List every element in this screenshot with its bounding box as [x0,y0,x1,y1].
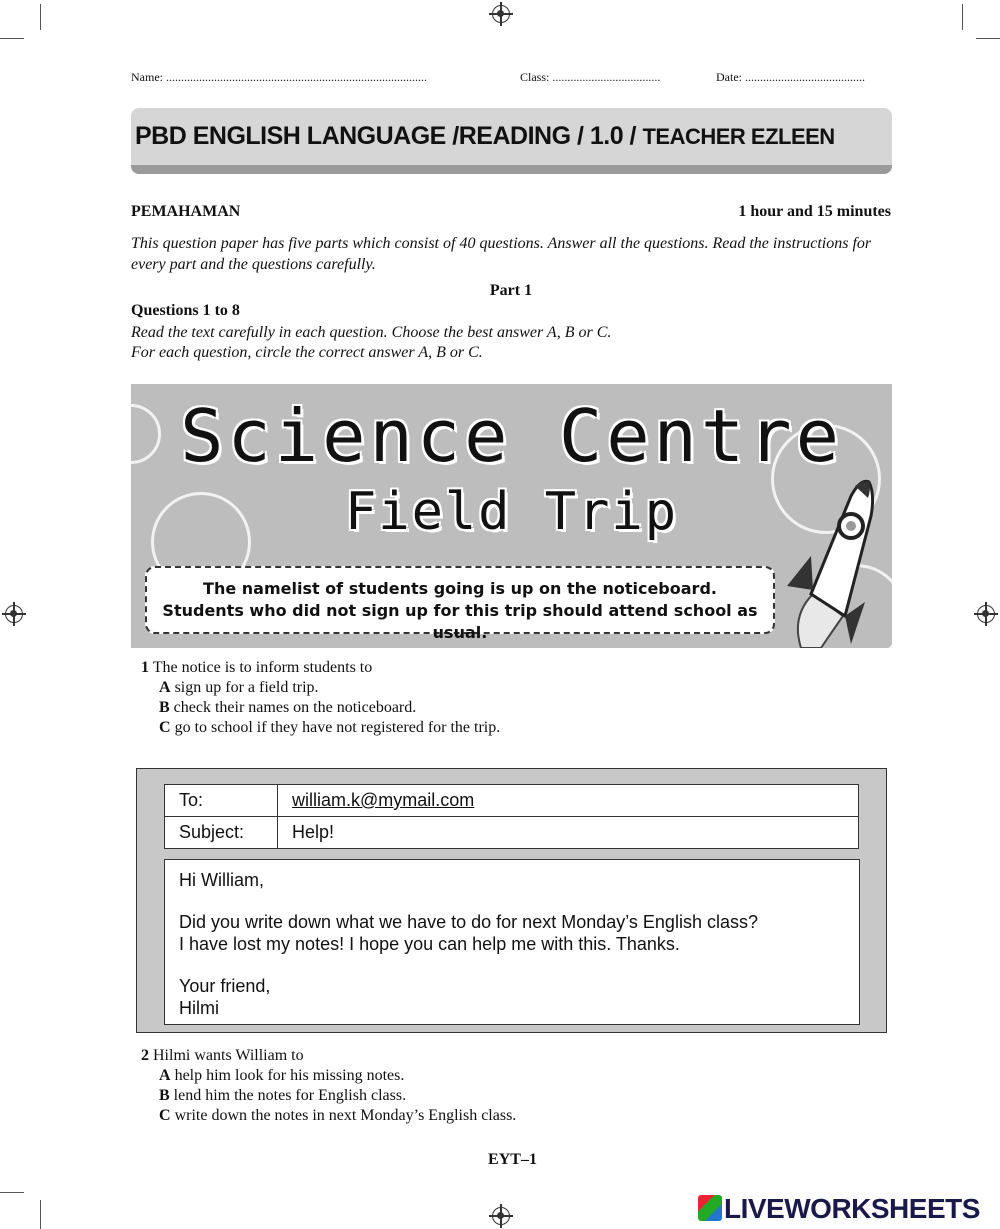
answer-option-a[interactable]: A sign up for a field trip. [159,679,319,696]
notice-title: Science Centre [180,394,843,478]
section-name: PEMAHAMAN [131,203,241,220]
crop-mark [40,1200,41,1229]
answer-option-b[interactable]: B lend him the notes for English class. [159,1087,407,1104]
registration-mark-icon [977,605,995,623]
question-2 [141,1046,516,1126]
email-subject-label: Subject: [165,817,278,849]
email-to-address: william.k@mymail.com [278,785,859,817]
email-message [136,768,887,1033]
questions-range: Questions 1 to 8 [131,302,240,319]
name-field[interactable]: Name: ....................................................................................... [131,70,427,84]
field-trip-notice [131,384,892,648]
part-heading: Part 1 [489,282,533,299]
email-header-table [164,784,859,849]
student-info-fields [131,70,891,85]
banner-strip [131,165,892,174]
class-field[interactable]: Class: .................................... [520,70,661,84]
instruction-line: Read the text carefully in each question. Choose the best answer A, B or C. [131,324,612,341]
answer-option-c[interactable]: C write down the notes in next Monday’s English class. [159,1107,517,1124]
email-line: I have lost my notes! I hope you can help me with this. Thanks. [179,934,680,954]
email-closing: Your friend, [179,976,271,996]
registration-mark-icon [492,1207,510,1225]
question-1 [141,658,500,738]
notice-message-line: The namelist of students going is up on the noticeboard. [203,579,717,598]
instruction-line: For each question, circle the correct answer A, B or C. [131,344,483,361]
answer-option-c[interactable]: C go to school if they have not registered for the trip. [159,719,501,736]
email-greeting: Hi William, [179,870,264,890]
registration-mark-icon [5,605,23,623]
page-code: EYT–1 [488,1151,537,1168]
crop-mark [40,4,41,30]
answer-option-b[interactable]: B check their names on the noticeboard. [159,699,417,716]
question-stem: 1 The notice is to inform students to [141,659,373,676]
email-body [164,859,860,1025]
page-title: PBD ENGLISH LANGUAGE /READING / 1.0 / TEACHER EZLEEN [135,122,835,150]
answer-option-a[interactable]: A help him look for his missing notes. [159,1067,405,1084]
crop-mark [0,1192,24,1193]
notice-subtitle: Field Trip [344,482,679,542]
email-to-label: To: [165,785,278,817]
question-stem: 2 Hilmi wants William to [141,1047,304,1064]
crop-mark [962,4,963,30]
exam-duration: 1 hour and 15 minutes [738,203,891,220]
liveworksheets-logo-icon [698,1195,722,1221]
crop-mark [976,38,1000,39]
email-line: Did you write down what we have to do for next Monday’s English class? [179,912,758,932]
date-field[interactable]: Date: ........................................ [716,70,865,84]
title-banner [131,108,892,174]
liveworksheets-logo[interactable]: LIVEWORKSHEETS [698,1193,980,1225]
paper-intro: This question paper has five parts which consist of 40 questions. Answer all the questions. Read the instructions for every part and the questions carefully. [131,235,872,273]
crop-mark [0,38,24,39]
email-sender: Hilmi [179,998,219,1018]
email-subject-value: Help! [278,817,859,849]
notice-message-line: Students who did not sign up for this trip should attend school as usual. [162,601,758,642]
notice-message [145,566,775,642]
registration-mark-icon [492,5,510,23]
